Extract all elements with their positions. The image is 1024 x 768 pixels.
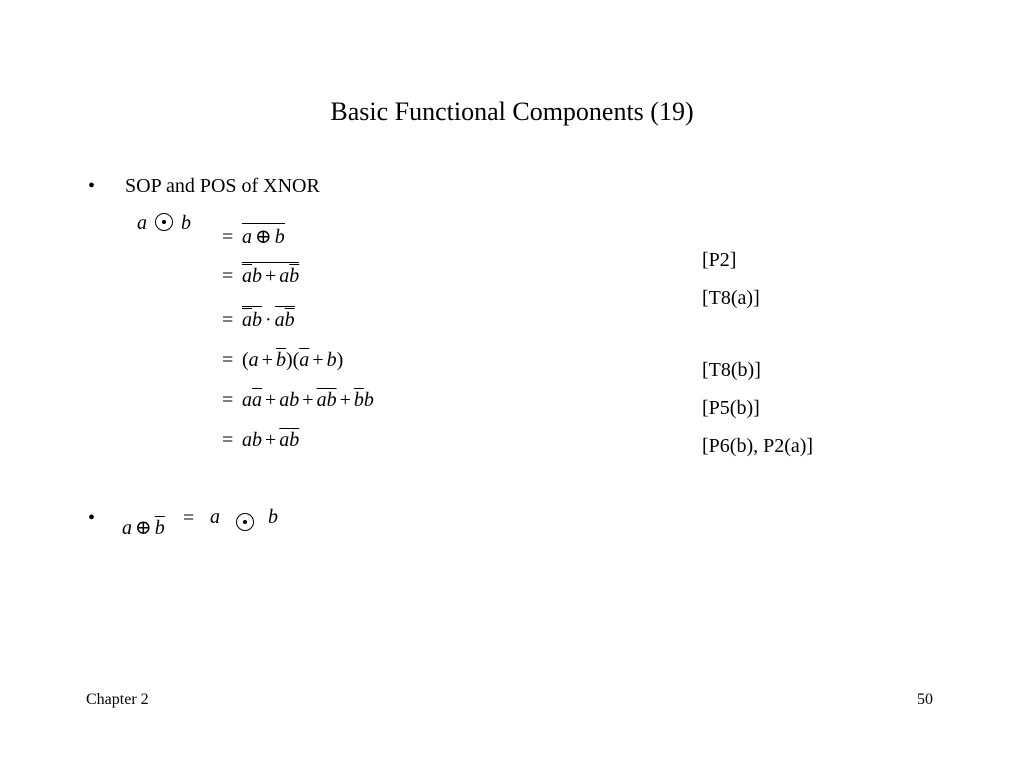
var-b: b bbox=[274, 226, 285, 248]
var-a: a bbox=[274, 309, 285, 331]
rule-label-t8b: [T8(b)] bbox=[702, 359, 761, 381]
var-a-bar: $\overline{a}$ bbox=[252, 389, 262, 411]
slide-title: Basic Functional Components (19) bbox=[330, 97, 694, 126]
var-a-bar: $\overline{a}$ bbox=[242, 265, 252, 287]
step-6 bbox=[222, 428, 299, 452]
var-b-bar: $\overline{b}$ bbox=[326, 389, 337, 411]
paren-close: ) bbox=[336, 349, 344, 371]
equals-sign: = bbox=[222, 429, 234, 451]
step-5 bbox=[222, 388, 374, 412]
var-b-bar: $\overline{b}$ bbox=[289, 429, 300, 451]
xnor-odot-icon bbox=[155, 213, 173, 231]
rule-label-t8a: [T8(a)] bbox=[702, 287, 760, 309]
step-1 bbox=[222, 223, 285, 249]
var-a: a bbox=[242, 226, 252, 248]
var-a: a bbox=[248, 349, 259, 371]
bullet-marker: • bbox=[88, 507, 96, 529]
var-b-bar: $\overline{b}$ bbox=[275, 349, 286, 371]
bullet-marker: • bbox=[88, 175, 96, 197]
lhs-var-a: a bbox=[137, 212, 147, 234]
xor-symbol: ⊕ bbox=[135, 517, 152, 539]
var-a: a bbox=[122, 517, 132, 539]
var-b-bar: $\overline{b}$ bbox=[353, 389, 364, 411]
equals-sign: = bbox=[222, 265, 234, 287]
bullet2-equals: = bbox=[183, 507, 195, 529]
paren-mid: )( bbox=[285, 349, 300, 371]
footer-chapter: Chapter 2 bbox=[86, 691, 149, 708]
equals-sign: = bbox=[222, 309, 234, 331]
var-a-bar: $\overline{a}$ bbox=[299, 349, 310, 371]
footer-page-number: 50 bbox=[917, 691, 933, 708]
term-ab: ab bbox=[279, 389, 300, 411]
var-a: a bbox=[210, 506, 220, 528]
var-b: b bbox=[268, 506, 278, 528]
bullet2-rhs bbox=[210, 505, 278, 531]
overline-group bbox=[242, 262, 299, 286]
var-a-bar: $\overline{a}$ bbox=[242, 309, 252, 331]
var-b: b bbox=[252, 309, 262, 331]
bullet-text-sop-pos: SOP and POS of XNOR bbox=[125, 175, 320, 197]
var-b-bar: $\overline{b}$ bbox=[289, 265, 300, 287]
plus-sign: + bbox=[339, 389, 351, 411]
var-b: b bbox=[326, 349, 337, 371]
plus-sign: + bbox=[265, 429, 277, 451]
xnor-odot-icon bbox=[236, 513, 254, 531]
var-b: b bbox=[252, 265, 262, 287]
var-b-bar: $\overline{b}$ bbox=[154, 517, 165, 539]
var-b-bar: $\overline{b}$ bbox=[284, 309, 295, 331]
step-2 bbox=[222, 262, 299, 288]
plus-sign: + bbox=[261, 349, 273, 371]
lhs-var-b: b bbox=[181, 212, 191, 234]
plus-sign: + bbox=[312, 349, 324, 371]
equals-sign: = bbox=[222, 349, 234, 371]
var-a-bar: $\overline{a}$ bbox=[316, 389, 327, 411]
step-3 bbox=[222, 306, 295, 332]
var-b: b bbox=[363, 389, 374, 411]
dot-operator: · bbox=[265, 309, 272, 331]
rule-label-p5b: [P5(b)] bbox=[702, 397, 760, 419]
plus-sign: + bbox=[265, 265, 277, 287]
overline-group bbox=[275, 306, 295, 330]
lhs-expression bbox=[137, 211, 191, 235]
rule-label-p6b-p2a: [P6(b), P2(a)] bbox=[702, 435, 814, 457]
plus-sign: + bbox=[302, 389, 314, 411]
rule-label-p2: [P2] bbox=[702, 249, 737, 271]
bullet2-lhs bbox=[122, 516, 165, 540]
paren-open: ( bbox=[242, 349, 249, 371]
var-a: a bbox=[279, 265, 290, 287]
var-a-bar: $\overline{a}$ bbox=[279, 429, 290, 451]
xor-symbol: ⊕ bbox=[255, 226, 272, 248]
term-ab: ab bbox=[242, 429, 262, 451]
plus-sign: + bbox=[265, 389, 277, 411]
equals-sign: = bbox=[222, 389, 234, 411]
var-a: a bbox=[242, 389, 252, 411]
overline-group bbox=[242, 306, 262, 330]
step-4 bbox=[222, 348, 343, 372]
equals-sign: = bbox=[222, 226, 234, 248]
overline-group bbox=[242, 223, 285, 247]
